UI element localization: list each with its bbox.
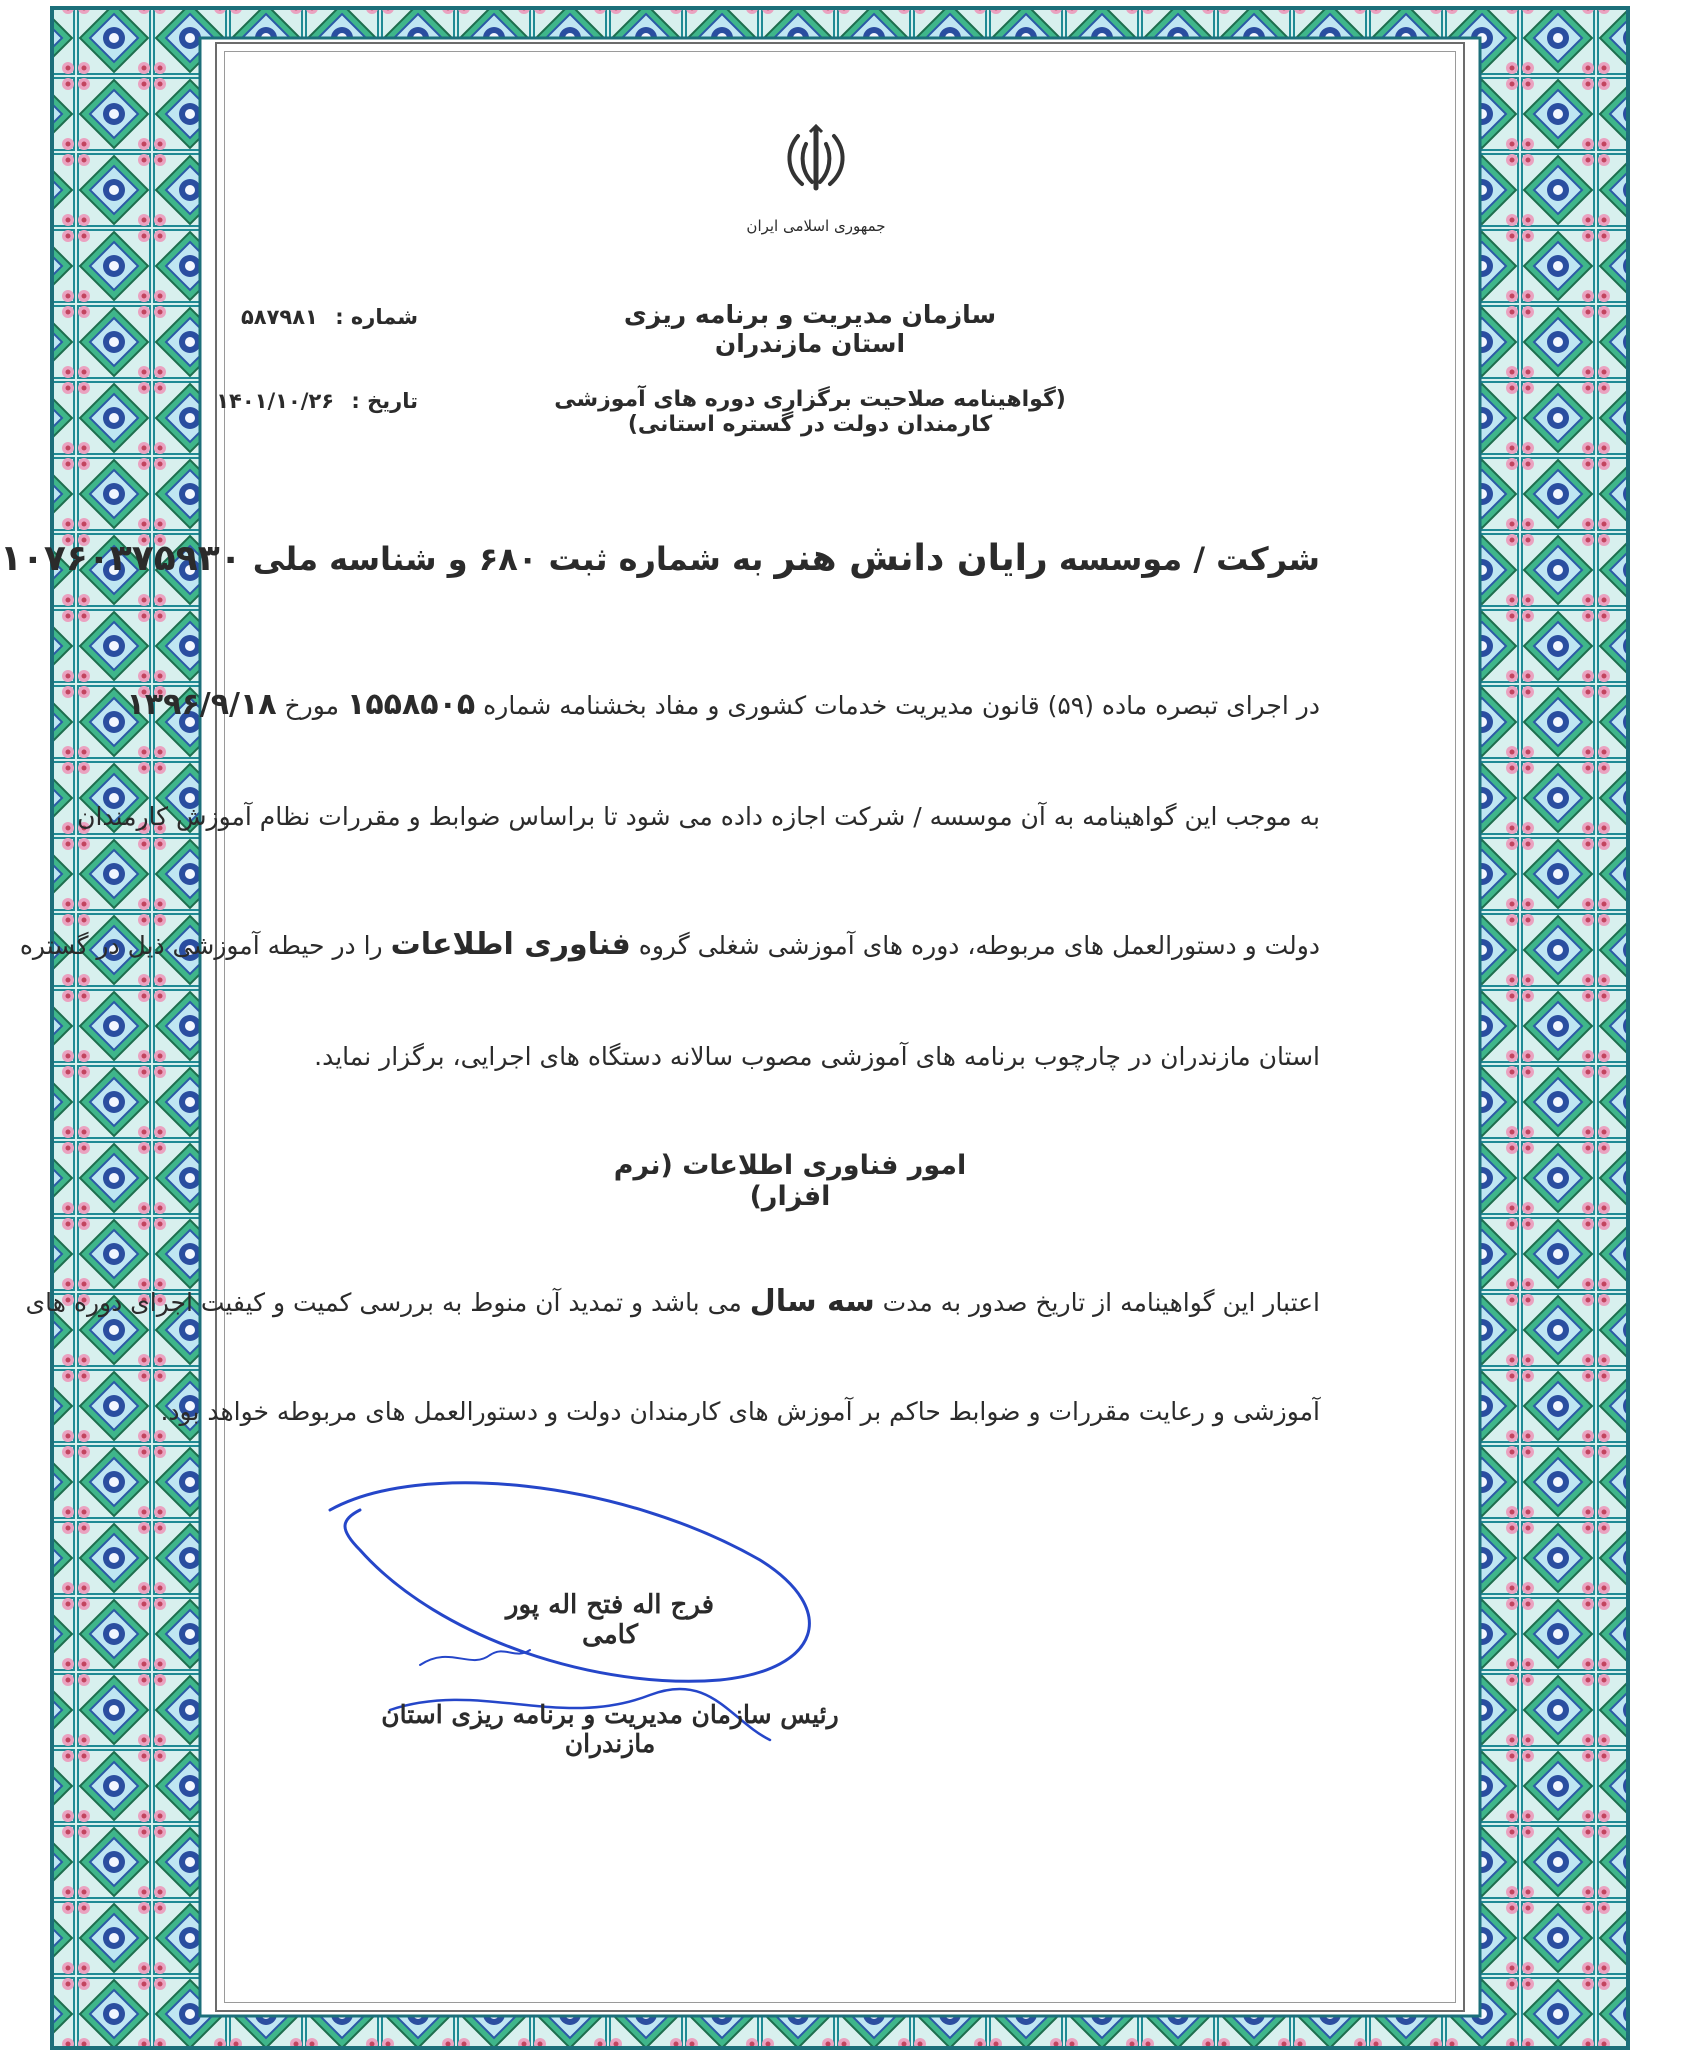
certificate-subtitle: (گواهینامه صلاحیت برگزاری دوره های آموزشی کارمندان دولت در گستره استانی) bbox=[554, 387, 1066, 437]
number-label: شماره : bbox=[335, 305, 418, 329]
company-national-id: ۱۰۷۶۰۳۷۵۹۳۰ bbox=[0, 538, 242, 579]
signer-title: رئیس سازمان مدیریت و برنامه ریزی استان مازندران bbox=[381, 1700, 839, 1758]
body-line-1-mid: مورخ bbox=[284, 691, 340, 720]
company-registration: به شماره ثبت ۶۸۰ و شناسه ملی bbox=[252, 540, 764, 578]
body-line-1 bbox=[126, 687, 1320, 723]
body-line-1-text: در اجرای تبصره ماده (۵۹) قانون مدیریت خدمات کشوری و مفاد بخشنامه شماره bbox=[483, 691, 1320, 720]
field-name: فناوری اطلاعات bbox=[390, 927, 631, 962]
company-name: رایان دانش هنر bbox=[774, 538, 1048, 579]
validity-line-1 bbox=[25, 1284, 1320, 1320]
circular-date: ۱۳۹۶/۹/۱۸ bbox=[126, 687, 277, 722]
iran-emblem-icon bbox=[780, 124, 852, 196]
company-prefix: شرکت / موسسه bbox=[1058, 540, 1320, 578]
body-line-3 bbox=[19, 927, 1320, 963]
letter-number bbox=[228, 305, 418, 329]
validity-line-1-b: می باشد و تمدید آن منوط به بررسی کمیت و کیفیت اجرای دوره های bbox=[25, 1288, 742, 1317]
republic-name: جمهوری اسلامی ایران bbox=[746, 217, 886, 235]
organization-name: سازمان مدیریت و برنامه ریزی استان مازندران bbox=[623, 300, 997, 358]
date-value: ۱۴۰۱/۱۰/۲۶ bbox=[216, 389, 335, 413]
body-line-3-a: دولت و دستورالعمل های مربوطه، دوره های آموزشی شغلی گروه bbox=[638, 931, 1320, 960]
signer-name: فرج اله فتح اله پور کامی bbox=[505, 1590, 715, 1650]
body-line-4: استان مازندران در چارچوب برنامه های آموزشی مصوب سالانه دستگاه های اجرایی، برگزار نماید. bbox=[314, 1042, 1320, 1071]
letter-date bbox=[216, 389, 418, 413]
validity-line-2: آموزشی و رعایت مقررات و ضوابط حاکم بر آموزش های کارمندان دولت و دستورالعمل های مربوطه خواهد بود. bbox=[160, 1397, 1320, 1426]
body-line-2: به موجب این گواهینامه به آن موسسه / شرکت اجازه داده می شود تا براساس ضوابط و مقررات نظام آموزش کارمندان bbox=[77, 802, 1320, 831]
body-line-3-b: را در حیطه آموزشی ذیل در گستره bbox=[19, 931, 383, 960]
validity-period: سه سال bbox=[749, 1284, 875, 1319]
circular-number: ۱۵۵۸۵۰۵ bbox=[347, 687, 476, 722]
date-label: تاریخ : bbox=[351, 389, 418, 413]
company-line bbox=[0, 538, 1320, 579]
validity-line-1-a: اعتبار این گواهینامه از تاریخ صدور به مدت bbox=[882, 1288, 1320, 1317]
section-title: امور فناوری اطلاعات (نرم افزار) bbox=[613, 1150, 967, 1212]
number-value: ۵۸۷۹۸۱ bbox=[240, 305, 318, 329]
